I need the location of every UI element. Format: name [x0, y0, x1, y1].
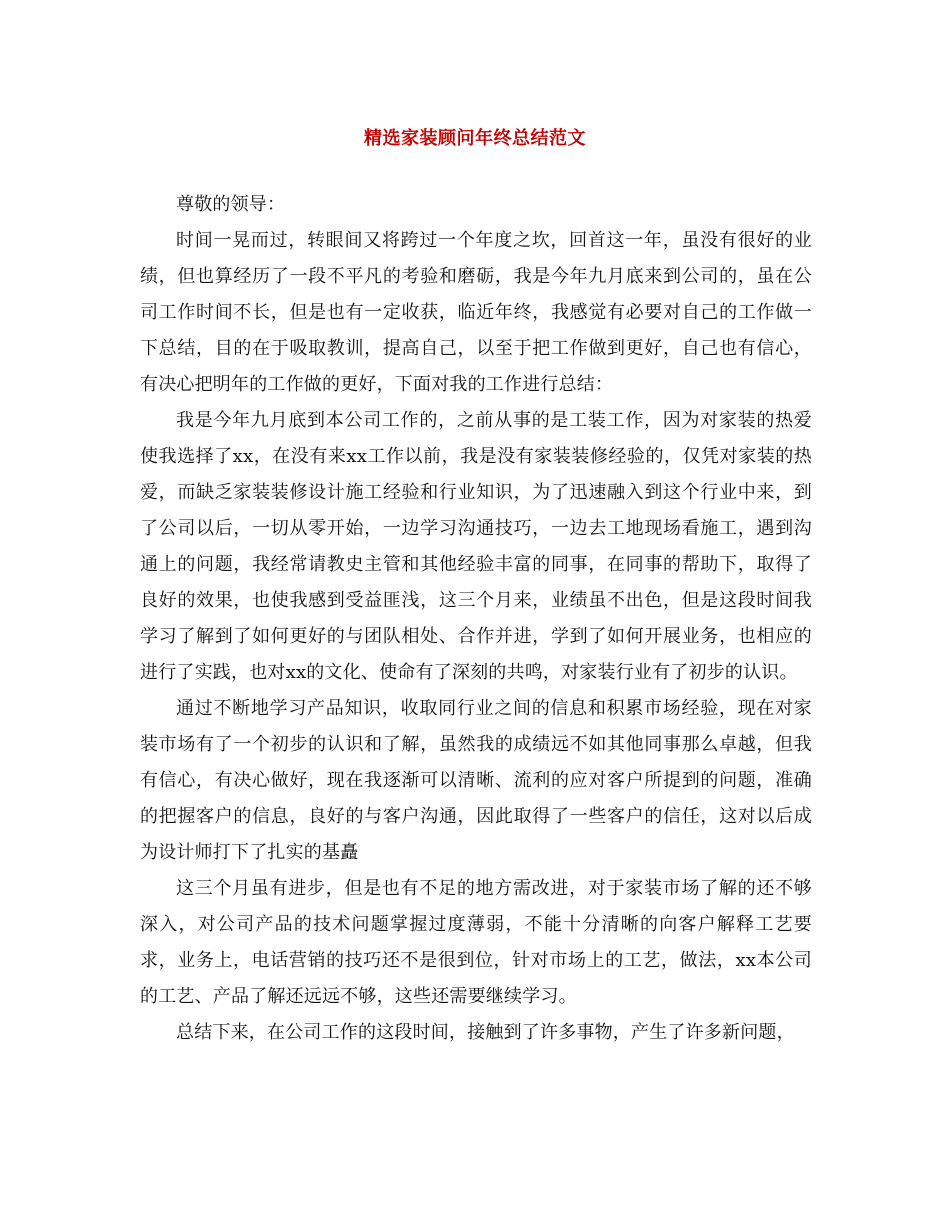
paragraph-3: 通过不断地学习产品知识，收取同行业之间的信息和积累市场经验，现在对家装市场有了一个初步的认识和了解，虽然我的成绩远不如其他同事那么卓越，但我有信心，有决心做好，现在我逐渐可以清晰、流利的应对客户所提到的问题，准确的把握客户的信息，良好的与客户沟通，因此取得了一些客户的信任，这对以后成为设计师打下了扎实的基矗	[140, 698, 812, 863]
document-body	[140, 187, 812, 1051]
paragraph-4: 这三个月虽有进步，但是也有不足的地方需改进，对于家装市场了解的还不够深入，对公司产品的技术问题掌握过度薄弱，不能十分清晰的向客户解释工艺要求，业务上，电话营销的技巧还不是很到位，针对市场上的工艺，做法，xx本公司的工艺、产品了解还远远不够，这些还需要继续学习。	[140, 878, 812, 1007]
paragraph-5: 总结下来，在公司工作的这段时间，接触到了许多事物，产生了许多新问题，	[176, 1022, 795, 1043]
paragraph-2: 我是今年九月底到本公司工作的，之前从事的是工装工作，因为对家装的热爱使我选择了xx，在没有来xx工作以前，我是没有家装装修经验的，仅凭对家装的热爱，而缺乏家装装修设计施工经验和行业知识，为了迅速融入到这个行业中来，到了公司以后，一切从零开始，一边学习沟通技巧，一边去工地现场看施工，遇到沟通上的问题，我经常请教史主管和其他经验丰富的同事，在同事的帮助下，取得了良好的效果，也使我感到受益匪浅，这三个月来，业绩虽不出色，但是这段时间我学习了解到了如何更好的与团队相处、合作并进，学到了如何开展业务，也相应的进行了实践，也对xx的文化、使命有了深刻的共鸣，对家装行业有了初步的认识。	[140, 410, 812, 683]
document-title: 精选家装顾问年终总结范文	[364, 128, 586, 149]
greeting-line: 尊敬的领导：	[176, 194, 286, 215]
paragraph-1: 时间一晃而过，转眼间又将跨过一个年度之坎，回首这一年，虽没有很好的业绩，但也算经历了一段不平凡的考验和磨砺，我是今年九月底来到公司的，虽在公司工作时间不长，但是也有一定收获，临近年终，我感觉有必要对自己的工作做一下总结，目的在于吸取教训，提高自己，以至于把工作做到更好，自己也有信心，有决心把明年的工作做的更好，下面对我的工作进行总结：	[140, 230, 812, 395]
